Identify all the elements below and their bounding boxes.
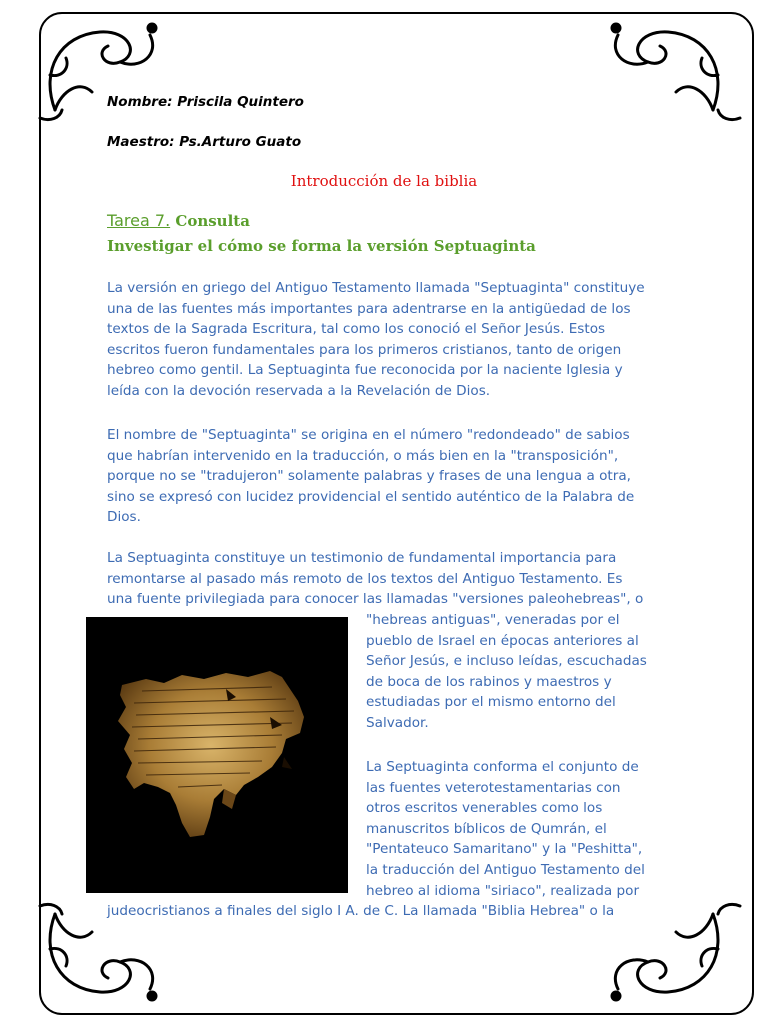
- manuscript-fragment-image: [86, 617, 348, 893]
- paragraph-4: [366, 757, 645, 901]
- corner-ornament-bottom-right: [612, 904, 740, 1000]
- task-type: Consulta: [170, 212, 250, 230]
- paragraph-line: pueblo de Israel en épocas anteriores al: [366, 632, 639, 649]
- paragraph-line: porque no se "tradujeron" solamente palabras y frases de una lengua a otra,: [107, 468, 631, 485]
- paragraph-line: textos de la Sagrada Escritura, tal como los conoció el Señor Jesús. Estos: [107, 321, 606, 338]
- paragraph-line: Señor Jesús, e incluso leídas, escuchadas: [366, 653, 647, 670]
- paragraph-line: otros escritos venerables como los: [366, 800, 603, 817]
- paragraph-line: estudiadas por el mismo entorno del: [366, 694, 616, 711]
- paragraph-line: La Septuaginta constituye un testimonio de fundamental importancia para: [107, 550, 617, 566]
- paragraph-3: [107, 548, 643, 610]
- paragraph-line: "Pentateuco Samaritano" y la "Peshitta",: [366, 841, 643, 858]
- task-heading: [107, 211, 250, 230]
- paragraph-line: hebreo como gentil. La Septuaginta fue reconocida por la naciente Iglesia y: [107, 362, 623, 379]
- paragraph-line: remontarse al pasado más remoto de los textos del Antiguo Testamento. Es: [107, 570, 623, 587]
- paragraph-line: El nombre de "Septuaginta" se origina en el número "redondeado" de sabios: [107, 427, 630, 443]
- paragraph-line: Salvador.: [366, 714, 429, 731]
- paragraph-line: hebreo al idioma "siriaco", realizada por: [366, 882, 640, 899]
- student-name: Nombre: Priscila Quintero: [107, 94, 304, 110]
- document-title: Introducción de la biblia: [290, 172, 478, 190]
- paragraph-line: "hebreas antiguas", veneradas por el: [366, 612, 620, 628]
- paragraph-line: La versión en griego del Antiguo Testamento llamada "Septuaginta" constituye: [107, 280, 645, 296]
- paragraph-line: una fuente privilegiada para conocer las llamadas "versiones paleohebreas", o: [107, 591, 644, 608]
- paragraph-4-continued: [107, 901, 614, 922]
- paragraph-line: Dios.: [107, 509, 141, 526]
- paragraph-line: de boca de los rabinos y maestros y: [366, 673, 612, 690]
- paragraph-line: manuscritos bíblicos de Qumrán, el: [366, 820, 607, 837]
- teacher-name: Maestro: Ps.Arturo Guato: [107, 134, 302, 150]
- task-number-link[interactable]: Tarea 7.: [107, 211, 171, 230]
- paragraph-3-continued: [366, 610, 647, 734]
- paragraph-line: escritos fueron fundamentales para los primeros cristianos, tanto de origen: [107, 341, 622, 358]
- paragraph-line: la traducción del Antiguo Testamento del: [366, 861, 645, 878]
- paragraph-line: La Septuaginta conforma el conjunto de: [366, 759, 639, 775]
- paragraph-line: las fuentes veterotestamentarias con: [366, 779, 621, 796]
- paragraph-line: una de las fuentes más importantes para adentrarse en la antigüedad de los: [107, 300, 631, 317]
- paragraph-2: [107, 425, 634, 528]
- paragraph-line: sino se expresó con lucidez providencial el sentido auténtico de la Palabra de: [107, 488, 635, 505]
- corner-ornament-top-right: [612, 24, 740, 120]
- paragraph-line: que habrían intervenido en la traducción, o más bien en la "transposición",: [107, 447, 619, 464]
- paragraph-line: judeocristianos a finales del siglo I A. de C. La llamada "Biblia Hebrea" o la: [107, 903, 615, 919]
- paragraph-line: leída con la devoción reservada a la Revelación de Dios.: [107, 382, 491, 399]
- paragraph-1: [107, 278, 645, 402]
- task-subtitle: Investigar el cómo se forma la versión Septuaginta: [107, 237, 536, 255]
